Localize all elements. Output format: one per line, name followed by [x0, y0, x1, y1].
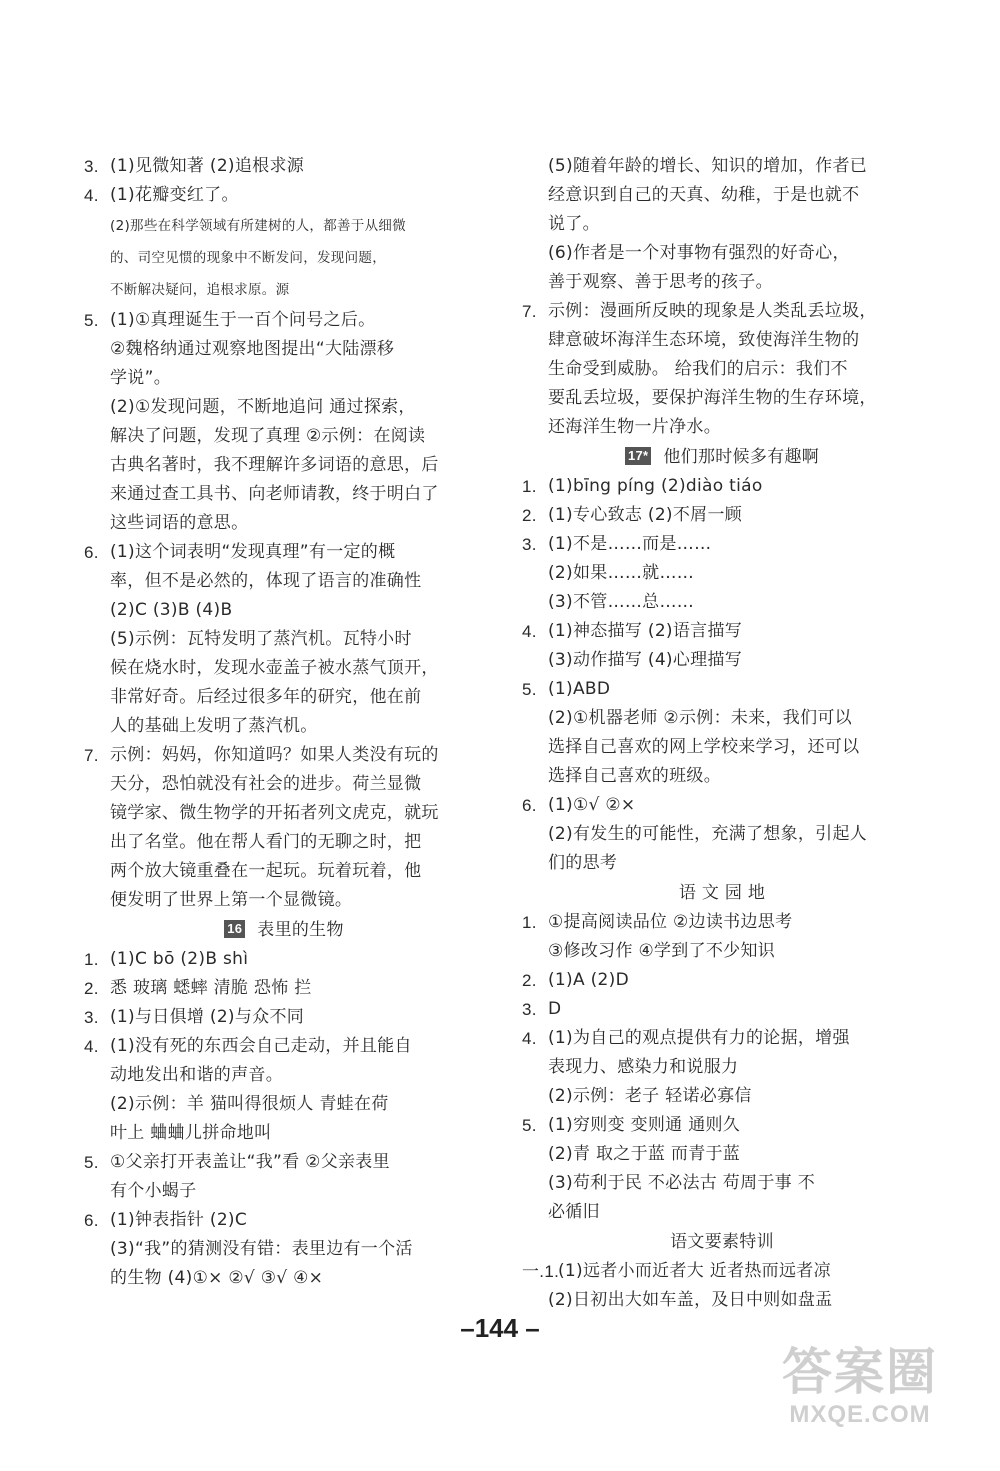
question-number: 4.	[84, 1037, 99, 1056]
answer-text: 有个小蝎子	[110, 1181, 197, 1201]
answer-line	[522, 1024, 922, 1053]
answer-text: (2)那些在科学领域有所建树的人，都善于从细微	[110, 218, 407, 234]
answer-text: 古典名著时，我不理解许多词语的意思，后	[110, 455, 439, 475]
answer-line	[84, 1206, 484, 1235]
answer-line	[84, 181, 484, 210]
question-number: 7.	[84, 746, 99, 765]
answer-text: 来通过查工具书、向老师请教，终于明白了	[110, 484, 439, 504]
answer-line	[84, 945, 484, 974]
answer-line	[522, 820, 922, 849]
section-heading	[522, 1227, 922, 1257]
answer-line	[522, 995, 922, 1024]
question-number: 1.	[84, 950, 99, 969]
answer-text: 便发明了世界上第一个显微镜。	[110, 890, 353, 910]
answer-text: (1)钟表指针 (2)C	[110, 1210, 248, 1230]
answer-text: 肆意破坏海洋生态环境，致使海洋生物的	[548, 330, 860, 350]
answer-line	[84, 567, 484, 596]
answer-line	[522, 1111, 922, 1140]
answer-line	[84, 683, 484, 712]
answer-text: 率，但不是必然的，体现了语言的准确性	[110, 571, 422, 591]
answer-line	[84, 741, 484, 770]
lesson-number-badge: 17*	[625, 447, 651, 465]
answer-text: 要乱丢垃圾，要保护海洋生物的生存环境，	[548, 388, 877, 408]
right-column	[522, 152, 922, 1315]
answer-text: 生命受到威胁。 给我们的启示：我们不	[548, 359, 848, 379]
answer-text: (1)不是……而是……	[548, 534, 712, 554]
answer-line	[84, 274, 484, 306]
answer-text: 天分，恐怕就没有社会的进步。荷兰显微	[110, 774, 422, 794]
answer-text: 叶上 蛐蛐儿拼命地叫	[110, 1123, 272, 1143]
question-number: 6.	[84, 1211, 99, 1230]
answer-text: 经意识到自己的天真、幼稚，于是也就不	[548, 185, 860, 205]
answer-line	[84, 974, 484, 1003]
answer-text: 的、司空见惯的现象中不断发问，发现问题，	[110, 250, 386, 266]
answer-text: 表现力、感染力和说服力	[548, 1057, 739, 1077]
answer-text: (2)①发现问题，不断地追问 通过探索，	[110, 397, 416, 417]
answer-text: (2)有发生的可能性，充满了想象，引起人	[548, 824, 868, 844]
question-number: 4.	[522, 1029, 537, 1048]
answer-text: 还海洋生物一片净水。	[548, 417, 721, 437]
answer-text: D	[548, 999, 562, 1019]
answer-line	[84, 393, 484, 422]
answer-line	[84, 799, 484, 828]
answer-line	[522, 297, 922, 326]
section-title: 他们那时候多有趣啊	[663, 447, 820, 467]
answer-text: (1)见微知著 (2)追根求源	[110, 156, 305, 176]
answer-text: (1)远者小而近者大 近者热而远者凉	[558, 1261, 831, 1281]
answer-line	[84, 242, 484, 274]
answer-text: (2)C (3)B (4)B	[110, 600, 233, 620]
answer-line	[84, 480, 484, 509]
answer-text: 们的思考	[548, 853, 618, 873]
answer-line	[84, 335, 484, 364]
answer-line	[522, 675, 922, 704]
question-number: 5.	[84, 311, 99, 330]
answer-text: 非常好奇。后经过很多年的研究，他在前	[110, 687, 422, 707]
section-heading	[522, 878, 922, 908]
answer-line	[522, 1140, 922, 1169]
answer-text: 人的基础上发明了蒸汽机。	[110, 716, 318, 736]
answer-text: (1)神态描写 (2)语言描写	[548, 621, 743, 641]
answer-line	[522, 413, 922, 442]
question-number: 3.	[84, 1008, 99, 1027]
answer-text: (1)①真理诞生于一百个问号之后。	[110, 310, 376, 330]
watermark	[750, 1343, 970, 1453]
answer-text: (5)随着年龄的增长、知识的增加，作者已	[548, 156, 868, 176]
answer-line	[84, 1177, 484, 1206]
answer-text: ②魏格纳通过观察地图提出“大陆漂移	[110, 339, 395, 359]
answer-line	[84, 451, 484, 480]
answer-text: (2)示例：羊 猫叫得很烦人 青蛙在荷	[110, 1094, 389, 1114]
question-number: 3.	[84, 157, 99, 176]
answer-line	[522, 1198, 922, 1227]
section-title: 语文要素特训	[670, 1232, 774, 1252]
answer-text: 善于观察、善于思考的孩子。	[548, 272, 773, 292]
answer-line	[84, 364, 484, 393]
answer-line	[522, 1257, 922, 1286]
answer-line	[84, 1061, 484, 1090]
answer-text: (3)“我”的猜测没有错：表里边有一个活	[110, 1239, 413, 1259]
answer-text: 动地发出和谐的声音。	[110, 1065, 283, 1085]
question-number: 2.	[84, 979, 99, 998]
lesson-number-badge: 16	[224, 920, 245, 938]
answer-text: 两个放大镜重叠在一起玩。玩着玩着，他	[110, 861, 422, 881]
question-number: 1.	[522, 477, 537, 496]
answer-line	[522, 1286, 922, 1315]
answer-line	[84, 422, 484, 451]
answer-text: (3)不管……总……	[548, 592, 695, 612]
answer-line	[522, 646, 922, 675]
answer-text: 说了。	[548, 214, 600, 234]
answer-line	[522, 384, 922, 413]
question-number: 6.	[522, 796, 537, 815]
answer-text: (1)为自己的观点提供有力的论据，增强	[548, 1028, 850, 1048]
answer-line	[84, 654, 484, 683]
answer-text: (5)示例：瓦特发明了蒸汽机。瓦特小时	[110, 629, 412, 649]
answer-text: 选择自己喜欢的网上学校来学习，还可以	[548, 737, 860, 757]
answer-line	[522, 326, 922, 355]
answer-line	[522, 530, 922, 559]
section-title: 语 文 园 地	[678, 883, 766, 903]
answer-text: 不断解决疑问，追根求原。源	[110, 282, 290, 298]
answer-line	[522, 559, 922, 588]
page-number: –144 –	[460, 1313, 540, 1343]
answer-text: (1)A (2)D	[548, 970, 629, 990]
answer-line	[84, 886, 484, 915]
answer-text: 出了名堂。他在帮人看门的无聊之时，把	[110, 832, 422, 852]
answer-text: 示例：妈妈，你知道吗？如果人类没有玩的	[110, 745, 439, 765]
answer-line	[522, 937, 922, 966]
answer-text: (6)作者是一个对事物有强烈的好奇心，	[548, 243, 850, 263]
answer-text: (2)①机器老师 ②示例：未来，我们可以	[548, 708, 852, 728]
answer-line	[84, 596, 484, 625]
answer-line	[522, 762, 922, 791]
answer-line	[84, 1003, 484, 1032]
question-number: 5.	[84, 1153, 99, 1172]
answer-text: (1)这个词表明“发现真理”有一定的概	[110, 542, 396, 562]
answer-line	[522, 210, 922, 239]
answer-text: (2)日初出大如车盖，及日中则如盘盂	[548, 1290, 833, 1310]
question-number: 6.	[84, 543, 99, 562]
question-number: 4.	[84, 186, 99, 205]
answer-text: (1)bīng píng (2)diào tiáo	[548, 476, 763, 496]
watermark-url: MXQE.COM	[789, 1401, 931, 1428]
watermark-logo-text: 答案圈	[782, 1344, 938, 1400]
left-column	[84, 152, 484, 1293]
answer-text: (2)如果……就……	[548, 563, 695, 583]
answer-line	[522, 1082, 922, 1111]
answer-line	[84, 1235, 484, 1264]
answer-line	[84, 828, 484, 857]
question-number: 4.	[522, 622, 537, 641]
answer-line	[84, 210, 484, 242]
answer-line	[522, 1053, 922, 1082]
section-heading	[84, 915, 484, 945]
answer-line	[522, 704, 922, 733]
answer-text: (1)与日俱增 (2)与众不同	[110, 1007, 305, 1027]
answer-line	[84, 770, 484, 799]
answer-text: 这些词语的意思。	[110, 513, 249, 533]
answer-text: (2)示例：老子 轻诺必寡信	[548, 1086, 752, 1106]
answer-line	[522, 355, 922, 384]
answer-line	[522, 908, 922, 937]
answer-text: 的生物 (4)①× ②√ ③√ ④×	[110, 1268, 324, 1288]
answer-text: 学说”。	[110, 368, 172, 388]
question-number: 7.	[522, 302, 537, 321]
answer-text: ③修改习作 ④学到了不少知识	[548, 941, 776, 961]
answer-text: (3)苟利于民 不必法古 苟周于事 不	[548, 1173, 815, 1193]
answer-line	[522, 966, 922, 995]
answer-line	[84, 1090, 484, 1119]
answer-text: (1)专心致志 (2)不屑一顾	[548, 505, 743, 525]
question-number: 3.	[522, 535, 537, 554]
answer-line	[522, 268, 922, 297]
question-number: 5.	[522, 1116, 537, 1135]
answer-text: (1)没有死的东西会自己走动，并且能自	[110, 1036, 412, 1056]
question-number: 2.	[522, 506, 537, 525]
answer-line	[522, 472, 922, 501]
question-number: 3.	[522, 1000, 537, 1019]
answer-line	[522, 617, 922, 646]
question-number: 一.1.	[522, 1262, 560, 1281]
answer-text: 镜学家、微生物学的开拓者列文虎克，就玩	[110, 803, 439, 823]
answer-text: (3)动作描写 (4)心理描写	[548, 650, 743, 670]
answer-line	[84, 1032, 484, 1061]
answer-text: (1)C bō (2)B shì	[110, 949, 249, 969]
answer-line	[522, 588, 922, 617]
answer-line	[522, 239, 922, 268]
answer-line	[84, 857, 484, 886]
answer-line	[84, 538, 484, 567]
answer-line	[522, 152, 922, 181]
question-number: 1.	[522, 913, 537, 932]
answer-line	[522, 733, 922, 762]
answer-text: (1)①√ ②×	[548, 795, 636, 815]
answer-text: 选择自己喜欢的班级。	[548, 766, 721, 786]
answer-line	[84, 509, 484, 538]
answer-line	[84, 625, 484, 654]
answer-line	[84, 152, 484, 181]
answer-text: ①父亲打开表盖让“我”看 ②父亲表里	[110, 1152, 390, 1172]
section-title: 表里的生物	[257, 920, 344, 940]
answer-text: ①提高阅读品位 ②边读书边思考	[548, 912, 793, 932]
answer-line	[522, 791, 922, 820]
answer-line	[84, 1264, 484, 1293]
answer-line	[84, 1148, 484, 1177]
answer-line	[522, 181, 922, 210]
answer-text: (1)花瓣变红了。	[110, 185, 239, 205]
section-heading	[522, 442, 922, 472]
question-number: 5.	[522, 680, 537, 699]
answer-text: (1)穷则变 变则通 通则久	[548, 1115, 741, 1135]
answer-line	[84, 306, 484, 335]
answer-line	[522, 1169, 922, 1198]
answer-line	[84, 1119, 484, 1148]
answer-text: 示例：漫画所反映的现象是人类乱丢垃圾，	[548, 301, 877, 321]
answer-text: 必循旧	[548, 1202, 600, 1222]
answer-text: 解决了问题，发现了真理 ②示例：在阅读	[110, 426, 426, 446]
answer-line	[84, 712, 484, 741]
answer-text: 悉 玻璃 蟋蟀 清脆 恐怖 拦	[110, 978, 312, 998]
answer-line	[522, 849, 922, 878]
answer-text: (1)ABD	[548, 679, 611, 699]
answer-line	[522, 501, 922, 530]
question-number: 2.	[522, 971, 537, 990]
answer-text: (2)青 取之于蓝 而青于蓝	[548, 1144, 741, 1164]
answer-text: 候在烧水时，发现水壶盖子被水蒸气顶开，	[110, 658, 439, 678]
